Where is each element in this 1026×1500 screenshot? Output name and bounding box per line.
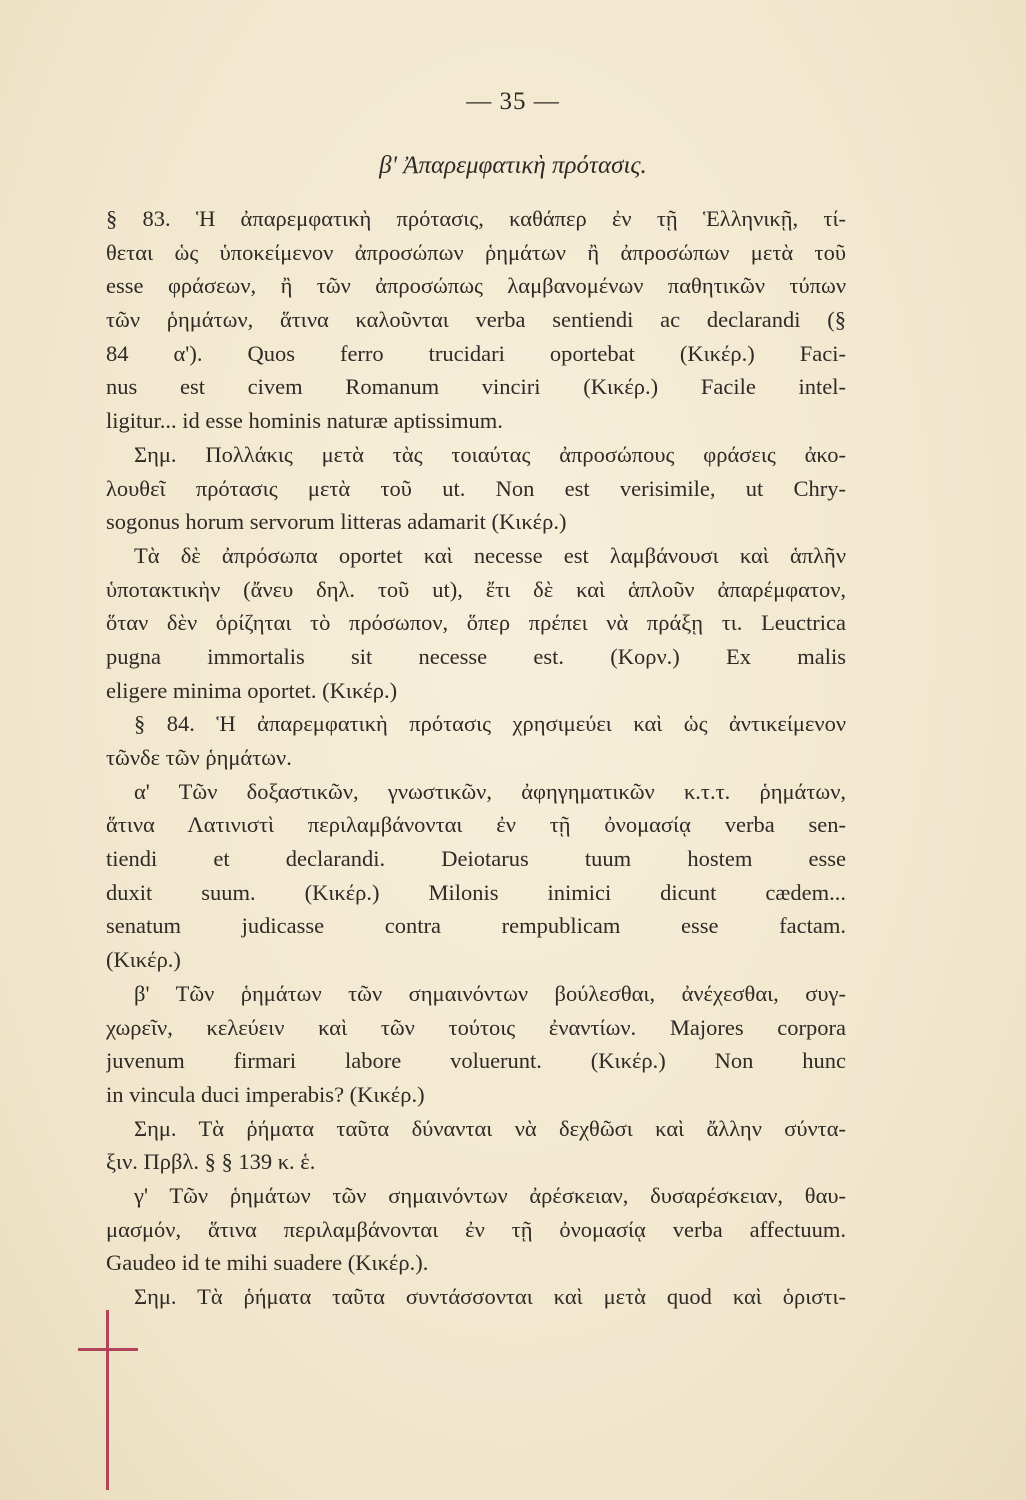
text-line: ἅτινα Λατινιστὶ περιλαμβάνονται ἐν τῇ ὀνομασίᾳ verba sen-	[106, 812, 846, 838]
text-line: β' Τῶν ῥημάτων τῶν σημαινόντων βούλεσθαι, ἀνέχεσθαι, συγ-	[134, 980, 846, 1006]
text-line: Gaudeo id te mihi suadere (Κικέρ.).	[106, 1250, 429, 1276]
text-line: τῶν ῥημάτων, ἅτινα καλοῦνται verba sentiendi ac declarandi (§	[106, 307, 846, 333]
text-line: Σημ. Πολλάκις μετὰ τὰς τοιαύτας ἀπροσώπους φράσεις ἀκο-	[134, 441, 846, 467]
text-line: sogonus horum servorum litteras adamarit (Κικέρ.)	[106, 509, 567, 535]
text-line: ὅταν δὲν ὁρίζηται τὸ πρόσωπον, ὅπερ πρέπει νὰ πράξῃ τι. Leuctrica	[106, 610, 846, 636]
margin-cross-mark-icon	[78, 1310, 138, 1490]
text-line: § 83. Ἡ ἀπαρεμφατικὴ πρότασις, καθάπερ ἐν τῇ Ἑλληνικῇ, τί-	[106, 206, 846, 231]
body-text	[106, 202, 846, 1314]
text-line: esse φράσεων, ἢ τῶν ἀπροσώπως λαμβανομένων παθητικῶν τύπων	[106, 273, 846, 299]
page-number: — 35 —	[466, 88, 560, 115]
text-line: μασμόν, ἅτινα περιλαμβάνονται ἐν τῇ ὀνομασίᾳ verba affectuum.	[106, 1216, 846, 1242]
text-line: senatum judicasse contra rempublicam esse factam.	[106, 913, 846, 939]
text-line: α' Τῶν δοξαστικῶν, γνωστικῶν, ἀφηγηματικῶν κ.τ.τ. ῥημάτων,	[134, 778, 846, 804]
text-line: juvenum firmari labore voluerunt. (Κικέρ.) Non hunc	[106, 1048, 846, 1074]
text-line: ξιν. Πρβλ. § § 139 κ. ἑ.	[106, 1149, 316, 1175]
text-line: ligitur... id esse hominis naturæ aptissimum.	[106, 408, 503, 434]
text-line: eligere minima oportet. (Κικέρ.)	[106, 677, 398, 703]
text-line: § 84. Ἡ ἀπαρεμφατικὴ πρότασις χρησιμεύει καὶ ὡς ἀντικείμενον	[134, 711, 846, 737]
text-line: Τὰ δὲ ἀπρόσωπα oportet καὶ necesse est λαμβάνουσι καὶ ἁπλῆν	[134, 542, 846, 568]
text-line: nus est civem Romanum vinciri (Κικέρ.) Facile intel-	[106, 374, 846, 400]
text-line: θεται ὡς ὑποκείμενον ἀπροσώπων ῥημάτων ἢ ἀπροσώπων μετὰ τοῦ	[106, 239, 846, 265]
text-line: χωρεῖν, κελεύειν καὶ τῶν τούτοις ἐναντίων. Majores corpora	[106, 1014, 846, 1040]
text-line: pugna immortalis sit necesse est. (Κορν.) Ex malis	[106, 643, 846, 669]
text-line: duxit suum. (Κικέρ.) Milonis inimici dicunt cædem...	[106, 879, 846, 905]
text-line: ὑποτακτικὴν (ἄνευ δηλ. τοῦ ut), ἔτι δὲ καὶ ἁπλοῦν ἀπαρέμφατον,	[106, 576, 846, 602]
text-line: Σημ. Τὰ ῥήματα ταῦτα συντάσσονται καὶ μετὰ quod καὶ ὁριστι-	[134, 1284, 846, 1309]
text-line: γ' Τῶν ῥημάτων τῶν σημαινόντων ἀρέσκειαν, δυσαρέσκειαν, θαυ-	[134, 1182, 846, 1208]
text-line: τῶνδε τῶν ῥημάτων.	[106, 745, 292, 770]
text-line: 84 α'). Quos ferro trucidari oportebat (Κικέρ.) Faci-	[106, 340, 846, 366]
text-line: (Κικέρ.)	[106, 947, 181, 973]
text-line: in vincula duci imperabis? (Κικέρ.)	[106, 1081, 425, 1107]
text-line: tiendi et declarandi. Deiotarus tuum hostem esse	[106, 846, 846, 872]
section-title: β' Ἀπαρεμφατικὴ πρότασις.	[379, 152, 647, 179]
text-line: λουθεῖ πρότασις μετὰ τοῦ ut. Non est verisimile, ut Chry-	[106, 475, 846, 501]
text-line: Σημ. Τὰ ῥήματα ταῦτα δύνανται νὰ δεχθῶσι καὶ ἄλλην σύντα-	[134, 1115, 846, 1141]
